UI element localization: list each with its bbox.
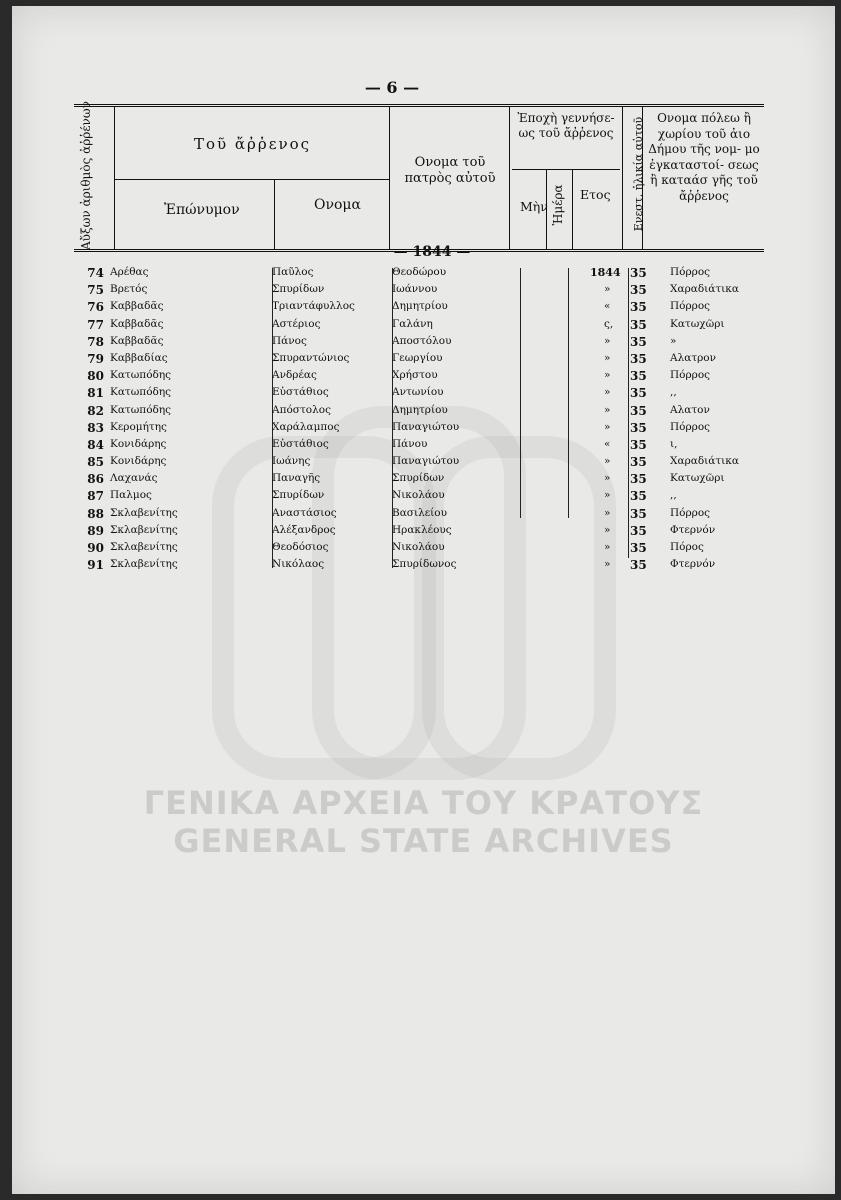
row-number: 89	[87, 523, 104, 538]
row-surname: Σκλαβενίτης	[110, 523, 178, 536]
row-age: 35	[630, 558, 647, 573]
row-ditto-mark: »	[604, 472, 611, 485]
row-number: 91	[87, 558, 104, 573]
table-row	[74, 266, 774, 283]
row-number: 82	[87, 403, 104, 418]
row-father-name: Σπυρίδων	[392, 472, 445, 485]
watermark-greek: ΓΕΝΙΚΑ ΑΡΧΕΙΑ ΤΟΥ ΚΡΑΤΟΥΣ	[143, 784, 704, 822]
row-name: Χαράλαμπος	[272, 420, 340, 433]
row-surname: Σκλαβενίτης	[110, 558, 178, 571]
row-name: Ανδρέας	[272, 369, 317, 382]
row-place: Αλατρον	[670, 351, 717, 364]
row-name: Παναγῆς	[272, 472, 321, 485]
row-number: 81	[87, 386, 104, 401]
row-place: Χαραδιάτικα	[670, 283, 739, 296]
row-father-name: Αποστόλου	[392, 334, 452, 347]
row-ditto-mark: »	[604, 558, 611, 571]
row-name: Σπυρίδων	[272, 489, 325, 502]
row-ditto-mark: »	[604, 541, 611, 553]
row-number: 85	[87, 455, 104, 470]
row-place: Αλατον	[670, 403, 710, 416]
header-day: Ἡμέρα	[551, 184, 565, 226]
header-year: Ετος	[580, 187, 611, 202]
row-father-name: Σπυρίδωνος	[392, 558, 457, 571]
row-age: 35	[630, 283, 647, 298]
row-age: 35	[630, 437, 647, 452]
table-row	[74, 352, 774, 369]
table-row	[74, 541, 774, 558]
row-age: 35	[630, 420, 647, 435]
row-age: 35	[630, 472, 647, 487]
row-surname: Αρέθας	[110, 266, 149, 278]
row-age: 35	[630, 523, 647, 538]
table-row	[74, 318, 774, 335]
row-place: Πόρος	[670, 541, 704, 553]
row-age: 35	[630, 300, 647, 315]
row-ditto-mark: »	[604, 386, 611, 399]
row-place: Πόρρος	[670, 420, 711, 433]
row-surname: Κατωπόδης	[110, 369, 172, 382]
row-surname: Κερομήτης	[110, 420, 167, 433]
table-row	[74, 558, 774, 575]
row-place: Φτερνόν	[670, 523, 716, 536]
table-row	[74, 472, 774, 489]
row-surname: Καββαδίας	[110, 351, 168, 364]
row-number: 87	[87, 489, 104, 504]
table-row	[74, 335, 774, 352]
row-name: Πάνος	[272, 334, 307, 347]
row-birth-year: 1844	[590, 266, 621, 279]
register-rows	[74, 266, 774, 575]
row-ditto-mark: «	[604, 300, 611, 313]
row-father-name: Αντωνίου	[392, 386, 444, 399]
row-father-name: Βασιλείου	[392, 506, 448, 519]
row-number: 79	[87, 351, 104, 366]
row-number: 84	[87, 437, 104, 452]
row-surname: Καββαδᾶς	[110, 334, 164, 347]
register-header	[74, 101, 764, 252]
header-male-group: Τοῦ ἄῤῥενος	[194, 135, 312, 153]
table-row	[74, 421, 774, 438]
row-father-name: Ηρακλέους	[392, 523, 452, 536]
row-place: Πόρρος	[670, 300, 711, 313]
row-age: 35	[630, 369, 647, 384]
row-number: 76	[87, 300, 104, 315]
row-place: Κατωχῶρι	[670, 472, 725, 485]
row-place: Πόρρος	[670, 506, 711, 519]
row-name: Παῦλος	[272, 266, 314, 278]
header-month: Μὴν	[520, 199, 548, 214]
row-name: Εὐστάθιος	[272, 386, 329, 399]
header-father-name: Ονομα τοῦ πατρὸς αὐτοῦ	[404, 155, 496, 187]
row-father-name: Νικολάου	[392, 541, 445, 553]
page-number: — 6 —	[364, 78, 420, 97]
header-serial-number: Αὔξων ἀριθμὸς ἀῤῥένων	[79, 101, 93, 250]
row-age: 35	[630, 455, 647, 470]
header-birth-group: Ἐποχὴ γεννήσε- ως τοῦ ἄῤῥενος	[517, 111, 615, 140]
row-ditto-mark: «	[604, 437, 611, 450]
watermark-english: GENERAL STATE ARCHIVES	[173, 822, 674, 860]
row-name: Σπυρίδων	[272, 283, 325, 296]
table-row	[74, 438, 774, 455]
row-place: Πόρρος	[670, 266, 711, 278]
row-age: 35	[630, 403, 647, 418]
row-number: 74	[87, 266, 104, 280]
row-place: ,,	[670, 489, 677, 502]
row-surname: Παλμος	[110, 489, 152, 502]
row-surname: Καββαδᾶς	[110, 317, 164, 330]
row-name: Θεοδόσιος	[272, 541, 329, 553]
row-surname: Κατωπόδης	[110, 403, 172, 416]
row-age: 35	[630, 386, 647, 401]
table-row	[74, 524, 774, 541]
table-row	[74, 386, 774, 403]
row-ditto-mark: »	[604, 523, 611, 536]
row-surname: Σκλαβενίτης	[110, 541, 178, 553]
row-surname: Βρετός	[110, 283, 148, 296]
row-place: ,,	[670, 386, 677, 399]
row-ditto-mark: »	[604, 420, 611, 433]
row-surname: Κονιδάρης	[110, 437, 167, 450]
row-place: »	[670, 334, 677, 347]
row-age: 35	[630, 541, 647, 555]
document-page	[12, 6, 835, 1194]
row-name: Εὐστάθιος	[272, 437, 329, 450]
table-row	[74, 369, 774, 386]
row-number: 77	[87, 317, 104, 332]
row-surname: Καββαδᾶς	[110, 300, 164, 313]
row-age: 35	[630, 506, 647, 521]
row-name: Αναστάσιος	[272, 506, 337, 519]
row-ditto-mark: »	[604, 506, 611, 519]
table-row	[74, 300, 774, 317]
row-number: 75	[87, 283, 104, 298]
row-father-name: Δημητρίου	[392, 403, 448, 416]
row-age: 35	[630, 266, 647, 280]
row-number: 78	[87, 334, 104, 349]
row-father-name: Παναγιώτου	[392, 420, 460, 433]
row-place: Φτερνόν	[670, 558, 716, 571]
row-number: 86	[87, 472, 104, 487]
row-age: 35	[630, 351, 647, 366]
row-surname: Σκλαβενίτης	[110, 506, 178, 519]
row-ditto-mark: »	[604, 403, 611, 416]
row-ditto-mark: »	[604, 334, 611, 347]
table-row	[74, 404, 774, 421]
row-surname: Λαχανάς	[110, 472, 158, 485]
row-name: Νικόλαος	[272, 558, 325, 571]
year-heading: — 1844 —	[393, 244, 471, 260]
table-row	[74, 507, 774, 524]
row-age: 35	[630, 489, 647, 504]
row-ditto-mark: »	[604, 455, 611, 468]
row-age: 35	[630, 317, 647, 332]
table-row	[74, 489, 774, 506]
row-number: 83	[87, 420, 104, 435]
row-name: Ιωάνης	[272, 455, 311, 468]
row-name: Αστέριος	[272, 317, 321, 330]
row-father-name: Νικολάου	[392, 489, 445, 502]
row-father-name: Γαλάνη	[392, 317, 433, 330]
row-ditto-mark: »	[604, 369, 611, 382]
row-father-name: Γεωργίου	[392, 351, 443, 364]
row-father-name: Χρήστου	[392, 369, 438, 382]
table-row	[74, 455, 774, 472]
row-ditto-mark: ς,	[604, 317, 614, 330]
row-age: 35	[630, 334, 647, 349]
row-place: ι,	[670, 437, 678, 450]
table-row	[74, 283, 774, 300]
row-name: Αλέξανδρος	[272, 523, 336, 536]
row-father-name: Θεοδώρου	[392, 266, 447, 278]
header-name: Ονομα	[314, 197, 361, 213]
row-name: Σπυραντώνιος	[272, 351, 350, 364]
row-surname: Κονιδάρης	[110, 455, 167, 468]
row-ditto-mark: »	[604, 283, 611, 296]
row-place: Χαραδιάτικα	[670, 455, 739, 468]
row-number: 80	[87, 369, 104, 384]
row-number: 90	[87, 541, 104, 555]
row-place: Πόρρος	[670, 369, 711, 382]
row-number: 88	[87, 506, 104, 521]
row-name: Απόστολος	[272, 403, 331, 416]
row-father-name: Παναγιώτου	[392, 455, 460, 468]
row-ditto-mark: »	[604, 489, 611, 502]
header-place: Ονομα πόλεω ἢ χωρίου τοῦ ἀιο Δήμου τῆς νομ- μο ἐγκαταστοί- σεως ἢ καταάσ γῆς τοῦ ἄῤῥενος	[648, 111, 760, 203]
row-father-name: Πάνου	[392, 437, 428, 450]
header-surname: Ἐπώνυμον	[164, 202, 240, 218]
row-ditto-mark: »	[604, 351, 611, 364]
row-place: Κατωχῶρι	[670, 317, 725, 330]
row-father-name: Δημητρίου	[392, 300, 448, 313]
row-surname: Κατωπόδης	[110, 386, 172, 399]
row-father-name: Ιωάννου	[392, 283, 438, 296]
header-age: Ενεστ. ἡλικία αὐτοῦ	[632, 116, 645, 232]
row-name: Τριαντάφυλλος	[272, 300, 355, 313]
